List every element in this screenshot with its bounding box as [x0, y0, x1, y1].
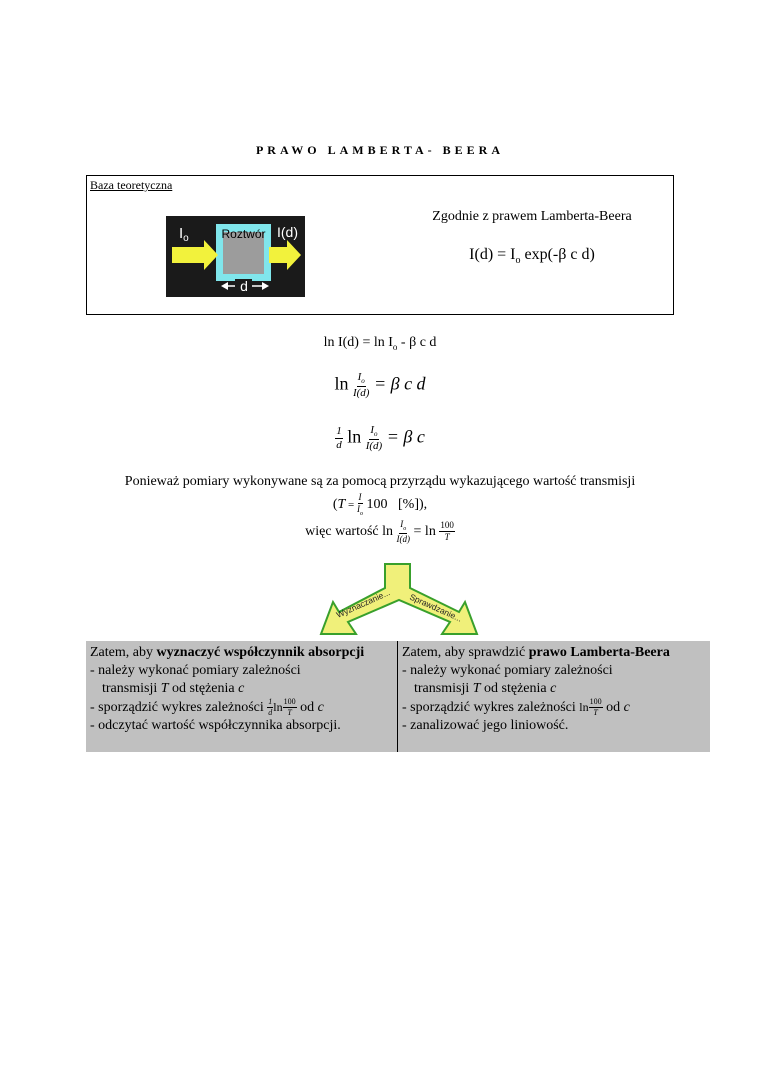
fork-label-left: Wyznaczanie...	[334, 587, 392, 620]
transmitted-arrow	[269, 240, 301, 270]
equation-coefficient: $\frac{1}{d}$ ln $\frac{I_o}{I(d)}$ = β c	[336, 424, 425, 453]
determine-intro: Zatem, aby wyznaczyć współczynnik absorpcji	[90, 645, 365, 660]
thickness-label: d	[240, 278, 248, 294]
theory-label: Baza teoretyczna	[90, 178, 173, 192]
fraction-one-over-d-table: $\frac{1}{d}$	[268, 697, 273, 718]
fraction-100-t-table-2: $\frac{100}{T}$	[589, 697, 602, 718]
determine-step-1: - należy wykonać pomiary zależności	[90, 663, 301, 678]
fork-arrow	[318, 560, 480, 640]
thickness-arrow-left	[221, 282, 228, 290]
value-sentence: więc wartość ln $\frac{I_o}{I(d)}$ = ln $\frac{100}{T}$	[305, 519, 454, 544]
verify-step-1b: transmisji T od stężenia c	[414, 681, 557, 696]
fraction-100-t: $\frac{100}{T}$	[440, 520, 454, 543]
law-text: Zgodnie z prawem Lamberta-Beera	[432, 209, 632, 224]
incident-arrow	[172, 240, 218, 270]
incident-label: $I_o$	[179, 225, 189, 244]
sample-label: Roztwór	[221, 227, 266, 241]
fraction-one-over-d: $\frac{1}{d}$	[336, 425, 342, 452]
determine-step-2: - sporządzić wykres zależności $\frac{1}{d}$ ln $\frac{100}{T}$ od c	[90, 697, 324, 718]
table-column-verify	[398, 641, 710, 752]
fraction-io-id: $\frac{I_o}{I(d)}$	[352, 371, 370, 400]
transmission-sentence: Ponieważ pomiary wykonywane są za pomocą przyrządu wykazującego wartość transmisji	[124, 474, 636, 489]
fraction-i-io: $\frac{I}{I_o}$	[357, 492, 363, 517]
verify-step-3: - zanalizować jego liniowość.	[402, 718, 569, 734]
fraction-io-id-3: $\frac{I_o}{I(d)}$	[396, 519, 411, 544]
fraction-100-t-table: $\frac{100}{T}$	[283, 697, 296, 718]
page-title: PRAWO LAMBERTA- BEERA	[255, 143, 505, 157]
equation-absorbance: ln $\frac{I_o}{I(d)}$ = β c d	[334, 371, 426, 400]
verify-step-2: - sporządzić wykres zależności ln $\frac{100}{T}$ od c	[402, 697, 630, 718]
determine-step-1b: transmisji T od stężenia c	[102, 681, 245, 696]
theory-box	[86, 175, 674, 315]
thickness-arrow-right	[262, 282, 269, 290]
equation-log-form: $\ln I(d) = \ln I_o - \beta$ c d	[323, 335, 437, 352]
fraction-io-id-2: $\frac{I_o}{I(d)}$	[365, 424, 383, 453]
verify-step-1: - należy wykonać pomiary zależności	[402, 663, 613, 678]
fork-label-right: Sprawdzanie...	[408, 591, 464, 624]
diagram-svg	[166, 216, 305, 297]
transmission-definition: (T = $\frac{I}{I_o}$ 100 [%]),	[332, 492, 428, 517]
law-formula: $I(d) = I_o$ exp(-β c d)	[469, 246, 595, 267]
verify-intro: Zatem, aby sprawdzić prawo Lamberta-Beera	[402, 645, 670, 660]
table-column-determine	[86, 641, 398, 752]
lambert-beer-diagram	[166, 216, 305, 297]
fork-arrow-shape	[321, 564, 477, 634]
comparison-table	[86, 641, 710, 752]
determine-step-3: - odczytać wartość współczynnika absorpcji.	[90, 718, 341, 734]
transmitted-label: I(d)	[277, 224, 298, 240]
